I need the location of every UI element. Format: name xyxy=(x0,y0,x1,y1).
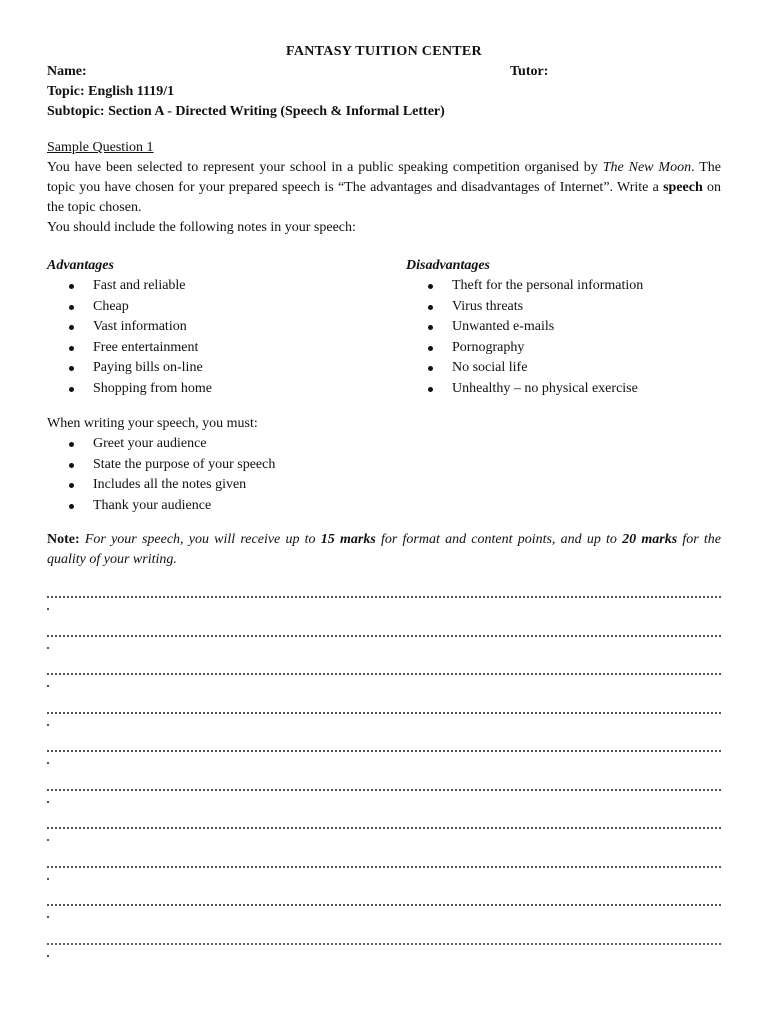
dotted-rule xyxy=(47,866,721,868)
bullet-icon xyxy=(428,346,433,351)
dotted-rule xyxy=(47,943,721,945)
name-tutor-row xyxy=(47,62,721,82)
answer-line[interactable] xyxy=(47,586,721,625)
disadvantages-heading: Disadvantages xyxy=(406,258,490,273)
name-label: Name: xyxy=(47,64,87,79)
bullet-icon xyxy=(428,305,433,310)
disadvantage-item xyxy=(406,338,721,359)
dotted-rule xyxy=(47,673,721,675)
advantage-item-text: Paying bills on-line xyxy=(93,360,203,375)
disadvantages-list xyxy=(406,276,721,399)
requirement-item-text: Greet your audience xyxy=(93,436,207,451)
line-end-dot xyxy=(47,647,49,649)
note-text-1: For your speech, you will receive up to xyxy=(79,532,321,547)
advantage-item xyxy=(47,297,387,318)
topic-line: Topic: English 1119/1 xyxy=(47,84,175,99)
note-marks-format: 15 marks xyxy=(320,532,376,547)
dotted-rule xyxy=(47,750,721,752)
requirement-item xyxy=(47,496,721,517)
answer-line[interactable] xyxy=(47,933,721,972)
bullet-icon xyxy=(428,325,433,330)
note-text-2: for format and content points, and up to xyxy=(375,532,623,547)
disadvantage-item xyxy=(406,297,721,318)
disadvantage-item-text: Theft for the personal information xyxy=(452,278,644,293)
advantage-item-text: Vast information xyxy=(93,319,187,334)
bullet-icon xyxy=(69,442,74,447)
line-end-dot xyxy=(47,955,49,957)
line-end-dot xyxy=(47,801,49,803)
line-end-dot xyxy=(47,839,49,841)
line-end-dot xyxy=(47,685,49,687)
dotted-rule xyxy=(47,712,721,714)
disadvantage-item xyxy=(406,276,721,297)
dotted-rule xyxy=(47,596,721,598)
bullet-icon xyxy=(69,483,74,488)
advantage-item xyxy=(47,317,387,338)
dotted-rule xyxy=(47,635,721,637)
disadvantage-item xyxy=(406,379,721,400)
requirement-item xyxy=(47,475,721,496)
bullet-icon xyxy=(69,366,74,371)
bullet-icon xyxy=(69,346,74,351)
answer-line[interactable] xyxy=(47,663,721,702)
bullet-icon xyxy=(69,387,74,392)
note-marks-quality: 20 marks xyxy=(622,532,678,547)
tutor-label: Tutor: xyxy=(510,64,549,79)
subtopic-line: Subtopic: Section A - Directed Writing (Speech & Informal Letter) xyxy=(47,104,445,119)
bullet-icon xyxy=(428,366,433,371)
note-paragraph xyxy=(47,530,721,570)
question-text-1: You have been selected to represent your school in a public speaking competition organised by xyxy=(47,160,603,175)
notes-columns xyxy=(47,256,721,398)
advantage-item-text: Fast and reliable xyxy=(93,278,186,293)
note-text-3: for the quality of your writing. xyxy=(47,532,722,567)
disadvantages-column xyxy=(406,256,721,399)
bullet-icon xyxy=(428,387,433,392)
bullet-icon xyxy=(69,325,74,330)
requirements-list xyxy=(47,434,721,516)
bullet-icon xyxy=(69,504,74,509)
bullet-icon xyxy=(428,284,433,289)
advantage-item xyxy=(47,338,387,359)
answer-line[interactable] xyxy=(47,702,721,741)
disadvantage-item xyxy=(406,358,721,379)
disadvantage-item-text: Unwanted e-mails xyxy=(452,319,555,334)
question-text-3: on the topic chosen. xyxy=(47,180,722,215)
requirement-item xyxy=(47,455,721,476)
question-paragraph xyxy=(47,158,721,218)
bullet-icon xyxy=(69,463,74,468)
answer-line[interactable] xyxy=(47,779,721,818)
worksheet-page xyxy=(47,42,721,971)
disadvantage-item-text: Unhealthy – no physical exercise xyxy=(452,380,638,396)
requirements-intro: When writing your speech, you must: xyxy=(47,416,258,431)
bullet-icon xyxy=(69,284,74,289)
disadvantage-item-text: Virus threats xyxy=(452,298,524,314)
line-end-dot xyxy=(47,916,49,918)
question-text-2: . The topic you have chosen for your prepared speech is “The advantages and disadvantages of Internet”. Write a xyxy=(47,160,722,195)
publication-name: The New Moon xyxy=(602,160,692,175)
page-title: FANTASY TUITION CENTER xyxy=(286,44,482,59)
answer-line[interactable] xyxy=(47,740,721,779)
advantage-item xyxy=(47,276,387,297)
advantages-heading: Advantages xyxy=(47,258,114,273)
disadvantage-item xyxy=(406,317,721,338)
speech-keyword: speech xyxy=(663,180,703,195)
answer-line[interactable] xyxy=(47,856,721,895)
advantage-item xyxy=(47,358,387,379)
line-end-dot xyxy=(47,608,49,610)
advantage-item-text: Free entertainment xyxy=(93,339,199,355)
requirement-item xyxy=(47,434,721,455)
line-end-dot xyxy=(47,878,49,880)
disadvantage-item-text: Pornography xyxy=(452,339,525,355)
line-end-dot xyxy=(47,724,49,726)
advantages-column xyxy=(47,256,387,399)
disadvantage-item-text: No social life xyxy=(452,360,528,375)
dotted-rule xyxy=(47,827,721,829)
note-label: Note: xyxy=(47,532,80,547)
bullet-icon xyxy=(69,305,74,310)
advantage-item-text: Cheap xyxy=(93,298,129,314)
answer-line[interactable] xyxy=(47,817,721,856)
advantages-list xyxy=(47,276,387,399)
answer-line[interactable] xyxy=(47,625,721,664)
writing-lines xyxy=(47,586,721,971)
advantage-item-text: Shopping from home xyxy=(93,380,212,396)
requirement-item-text: Includes all the notes given xyxy=(93,477,247,492)
notes-instruction: You should include the following notes in your speech: xyxy=(47,220,356,235)
answer-line[interactable] xyxy=(47,894,721,933)
advantage-item xyxy=(47,379,387,400)
sample-question-label: Sample Question 1 xyxy=(47,140,154,155)
dotted-rule xyxy=(47,904,721,906)
requirement-item-text: State the purpose of your speech xyxy=(93,456,276,472)
dotted-rule xyxy=(47,789,721,791)
line-end-dot xyxy=(47,762,49,764)
requirement-item-text: Thank your audience xyxy=(93,497,212,513)
